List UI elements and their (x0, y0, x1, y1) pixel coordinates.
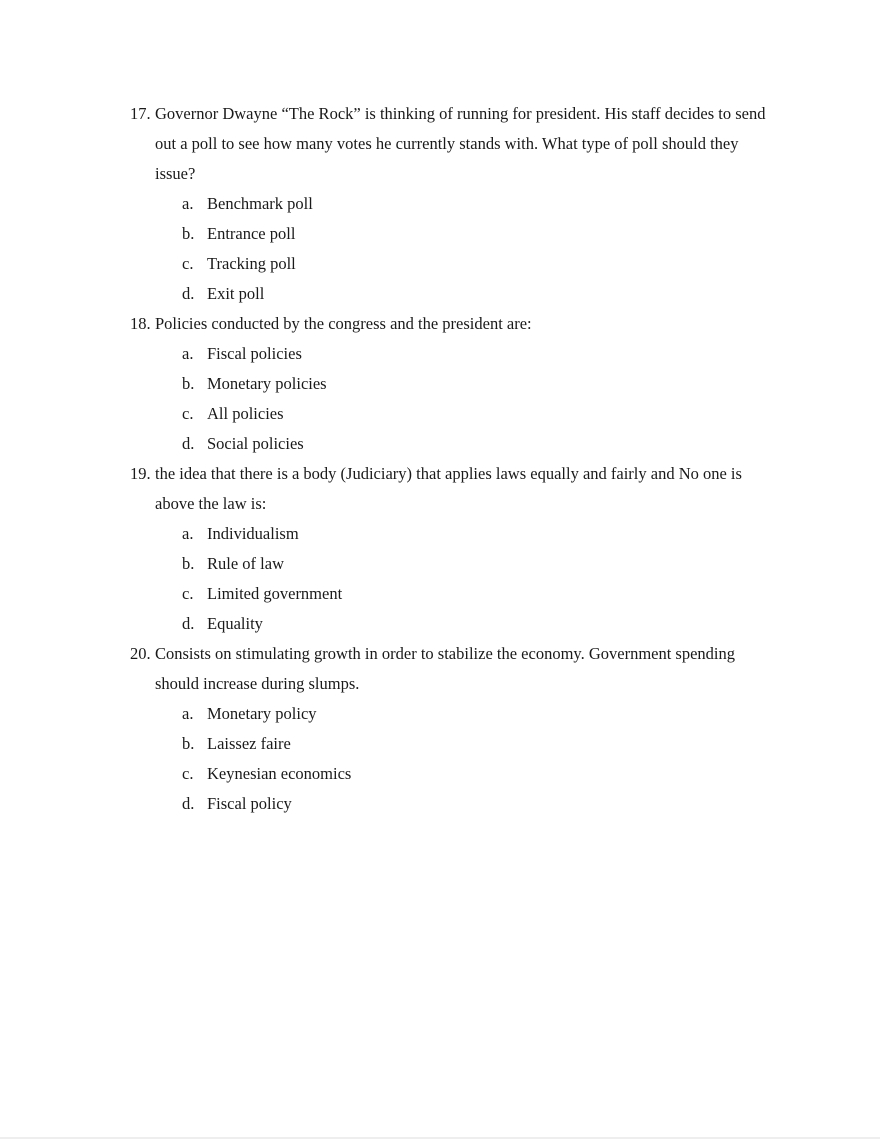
answer-option (130, 339, 770, 369)
question-stem (130, 639, 770, 699)
option-letter: b. (182, 734, 195, 753)
question-18 (130, 309, 770, 459)
option-text: Laissez faire (207, 734, 291, 753)
option-letter: d. (182, 284, 195, 303)
option-letter: a. (182, 344, 194, 363)
option-text: Individualism (207, 524, 299, 543)
question-stem (130, 459, 770, 519)
question-text: Governor Dwayne “The Rock” is thinking of running for president. His staff decides to send out a poll to see how many votes he currently stands with. What type of poll should they issue? (155, 104, 766, 183)
question-text: Policies conducted by the congress and the president are: (155, 314, 532, 333)
option-letter: c. (182, 404, 194, 423)
option-text: Entrance poll (207, 224, 296, 243)
question-19 (130, 459, 770, 639)
answer-option (130, 279, 770, 309)
option-letter: d. (182, 434, 195, 453)
option-text: Benchmark poll (207, 194, 313, 213)
option-text: All policies (207, 404, 284, 423)
question-17 (130, 99, 770, 309)
answer-option (130, 759, 770, 789)
question-number: 19. (130, 464, 151, 483)
option-text: Keynesian economics (207, 764, 352, 783)
answer-option (130, 429, 770, 459)
option-letter: a. (182, 194, 194, 213)
option-text: Social policies (207, 434, 304, 453)
option-text: Rule of law (207, 554, 284, 573)
answer-option (130, 609, 770, 639)
answer-option (130, 219, 770, 249)
option-letter: a. (182, 704, 194, 723)
option-letter: c. (182, 584, 194, 603)
question-number: 20. (130, 644, 151, 663)
option-letter: d. (182, 794, 195, 813)
option-text: Monetary policy (207, 704, 317, 723)
option-text: Fiscal policy (207, 794, 292, 813)
answer-options (130, 699, 770, 819)
answer-option (130, 249, 770, 279)
option-letter: b. (182, 554, 195, 573)
answer-option (130, 789, 770, 819)
answer-option (130, 699, 770, 729)
question-text: Consists on stimulating growth in order to stabilize the economy. Government spending should increase during slumps. (155, 644, 736, 693)
answer-option (130, 519, 770, 549)
option-text: Tracking poll (207, 254, 296, 273)
answer-option (130, 729, 770, 759)
question-stem (130, 309, 770, 339)
answer-option (130, 579, 770, 609)
option-letter: d. (182, 614, 195, 633)
option-text: Fiscal policies (207, 344, 302, 363)
option-text: Monetary policies (207, 374, 327, 393)
question-20 (130, 639, 770, 819)
answer-option (130, 369, 770, 399)
answer-options (130, 189, 770, 309)
answer-option (130, 549, 770, 579)
question-number: 18. (130, 314, 151, 333)
question-list (130, 99, 770, 819)
option-letter: a. (182, 524, 194, 543)
question-text: the idea that there is a body (Judiciary) that applies laws equally and fairly and No one is above the law is: (155, 464, 742, 513)
question-number: 17. (130, 104, 151, 123)
answer-option (130, 189, 770, 219)
option-letter: b. (182, 224, 195, 243)
option-text: Exit poll (207, 284, 265, 303)
option-text: Limited government (207, 584, 343, 603)
option-letter: c. (182, 764, 194, 783)
answer-option (130, 399, 770, 429)
option-text: Equality (207, 614, 263, 633)
answer-options (130, 339, 770, 459)
option-letter: c. (182, 254, 194, 273)
question-stem (130, 99, 770, 189)
answer-options (130, 519, 770, 639)
option-letter: b. (182, 374, 195, 393)
